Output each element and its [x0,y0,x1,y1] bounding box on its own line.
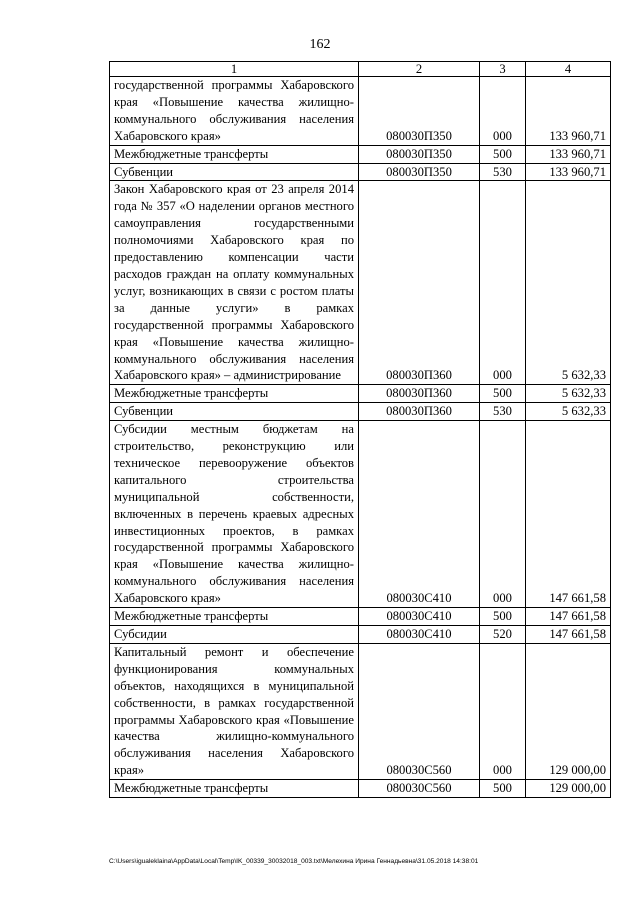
budget-table [109,61,611,798]
amount-cell: 5 632,33 [526,181,611,385]
table-row [110,385,611,403]
target-code-cell: 080030С560 [359,643,480,779]
expense-type-cell: 500 [480,780,526,798]
row-name-cell: Межбюджетные трансферты [110,145,359,163]
row-name-cell: Межбюджетные трансферты [110,780,359,798]
expense-type-cell: 000 [480,77,526,146]
row-name-cell: государственной программы Хабаровского края «Повышение качества жилищно-коммунального обслуживания населения Хабаровского края» [110,77,359,146]
expense-type-cell: 500 [480,145,526,163]
row-name-cell: Межбюджетные трансферты [110,608,359,626]
expense-type-cell: 000 [480,181,526,385]
column-header-1: 1 [110,62,359,77]
target-code-cell: 080030П360 [359,385,480,403]
row-name-cell: Закон Хабаровского края от 23 апреля 2014 года № 357 «О наделении органов местного самоуправления государственными полномочиями Хабаровского края по предоставлению компенсации части расходов граждан на оплату коммунальных услуг, возникающих в связи с ростом платы за данные услуги» в рамках государственной программы Хабаровского края «Повышение качества жилищно-коммунального обслуживания населения Хабаровского края» – администрирование [110,181,359,385]
row-name-cell: Капитальный ремонт и обеспечение функционирования коммунальных объектов, находящихся в муниципальной собственности, в рамках государственной программы Хабаровского края «Повышение качества жилищно-коммунального обслуживания населения Хабаровского края» [110,643,359,779]
table-row [110,643,611,779]
amount-cell: 5 632,33 [526,385,611,403]
target-code-cell: 080030С560 [359,780,480,798]
table-row [110,181,611,385]
table-row [110,145,611,163]
amount-cell: 147 661,58 [526,626,611,644]
expense-type-cell: 000 [480,643,526,779]
amount-cell: 147 661,58 [526,421,611,608]
amount-cell: 129 000,00 [526,780,611,798]
amount-cell: 133 960,71 [526,145,611,163]
table-header-row [110,62,611,77]
target-code-cell: 080030С410 [359,421,480,608]
row-name-cell: Субсидии [110,626,359,644]
column-header-2: 2 [359,62,480,77]
table-body [110,77,611,798]
expense-type-cell: 500 [480,385,526,403]
file-path-footer: C:\Users\igualeklaina\AppData\Local\Temp\IK_00339_30032018_003.txt\Мелехина Ирина Геннадьевна\31.05.2018 14:38:01 [109,858,479,865]
expense-type-cell: 520 [480,626,526,644]
expense-type-cell: 500 [480,608,526,626]
amount-cell: 133 960,71 [526,163,611,181]
table-row [110,626,611,644]
table-row [110,608,611,626]
target-code-cell: 080030С410 [359,626,480,644]
amount-cell: 5 632,33 [526,403,611,421]
table-row [110,421,611,608]
row-name-cell: Межбюджетные трансферты [110,385,359,403]
column-header-3: 3 [480,62,526,77]
target-code-cell: 080030П350 [359,145,480,163]
table-row [110,163,611,181]
table-row [110,403,611,421]
target-code-cell: 080030П360 [359,403,480,421]
expense-type-cell: 530 [480,163,526,181]
row-name-cell: Субсидии местным бюджетам на строительство, реконструкцию или техническое перевооружение объектов капитального строительства муниципальной собственности, включенных в перечень краевых адресных инвестиционных проектов, в рамках государственной программы Хабаровского края «Повышение качества жилищно-коммунального обслуживания населения Хабаровского края» [110,421,359,608]
table-row [110,780,611,798]
amount-cell: 133 960,71 [526,77,611,146]
expense-type-cell: 530 [480,403,526,421]
amount-cell: 147 661,58 [526,608,611,626]
amount-cell: 129 000,00 [526,643,611,779]
target-code-cell: 080030П360 [359,181,480,385]
target-code-cell: 080030П350 [359,77,480,146]
row-name-cell: Субвенции [110,403,359,421]
column-header-4: 4 [526,62,611,77]
page-number: 162 [309,37,331,52]
table-row [110,77,611,146]
target-code-cell: 080030С410 [359,608,480,626]
expense-type-cell: 000 [480,421,526,608]
row-name-cell: Субвенции [110,163,359,181]
target-code-cell: 080030П350 [359,163,480,181]
